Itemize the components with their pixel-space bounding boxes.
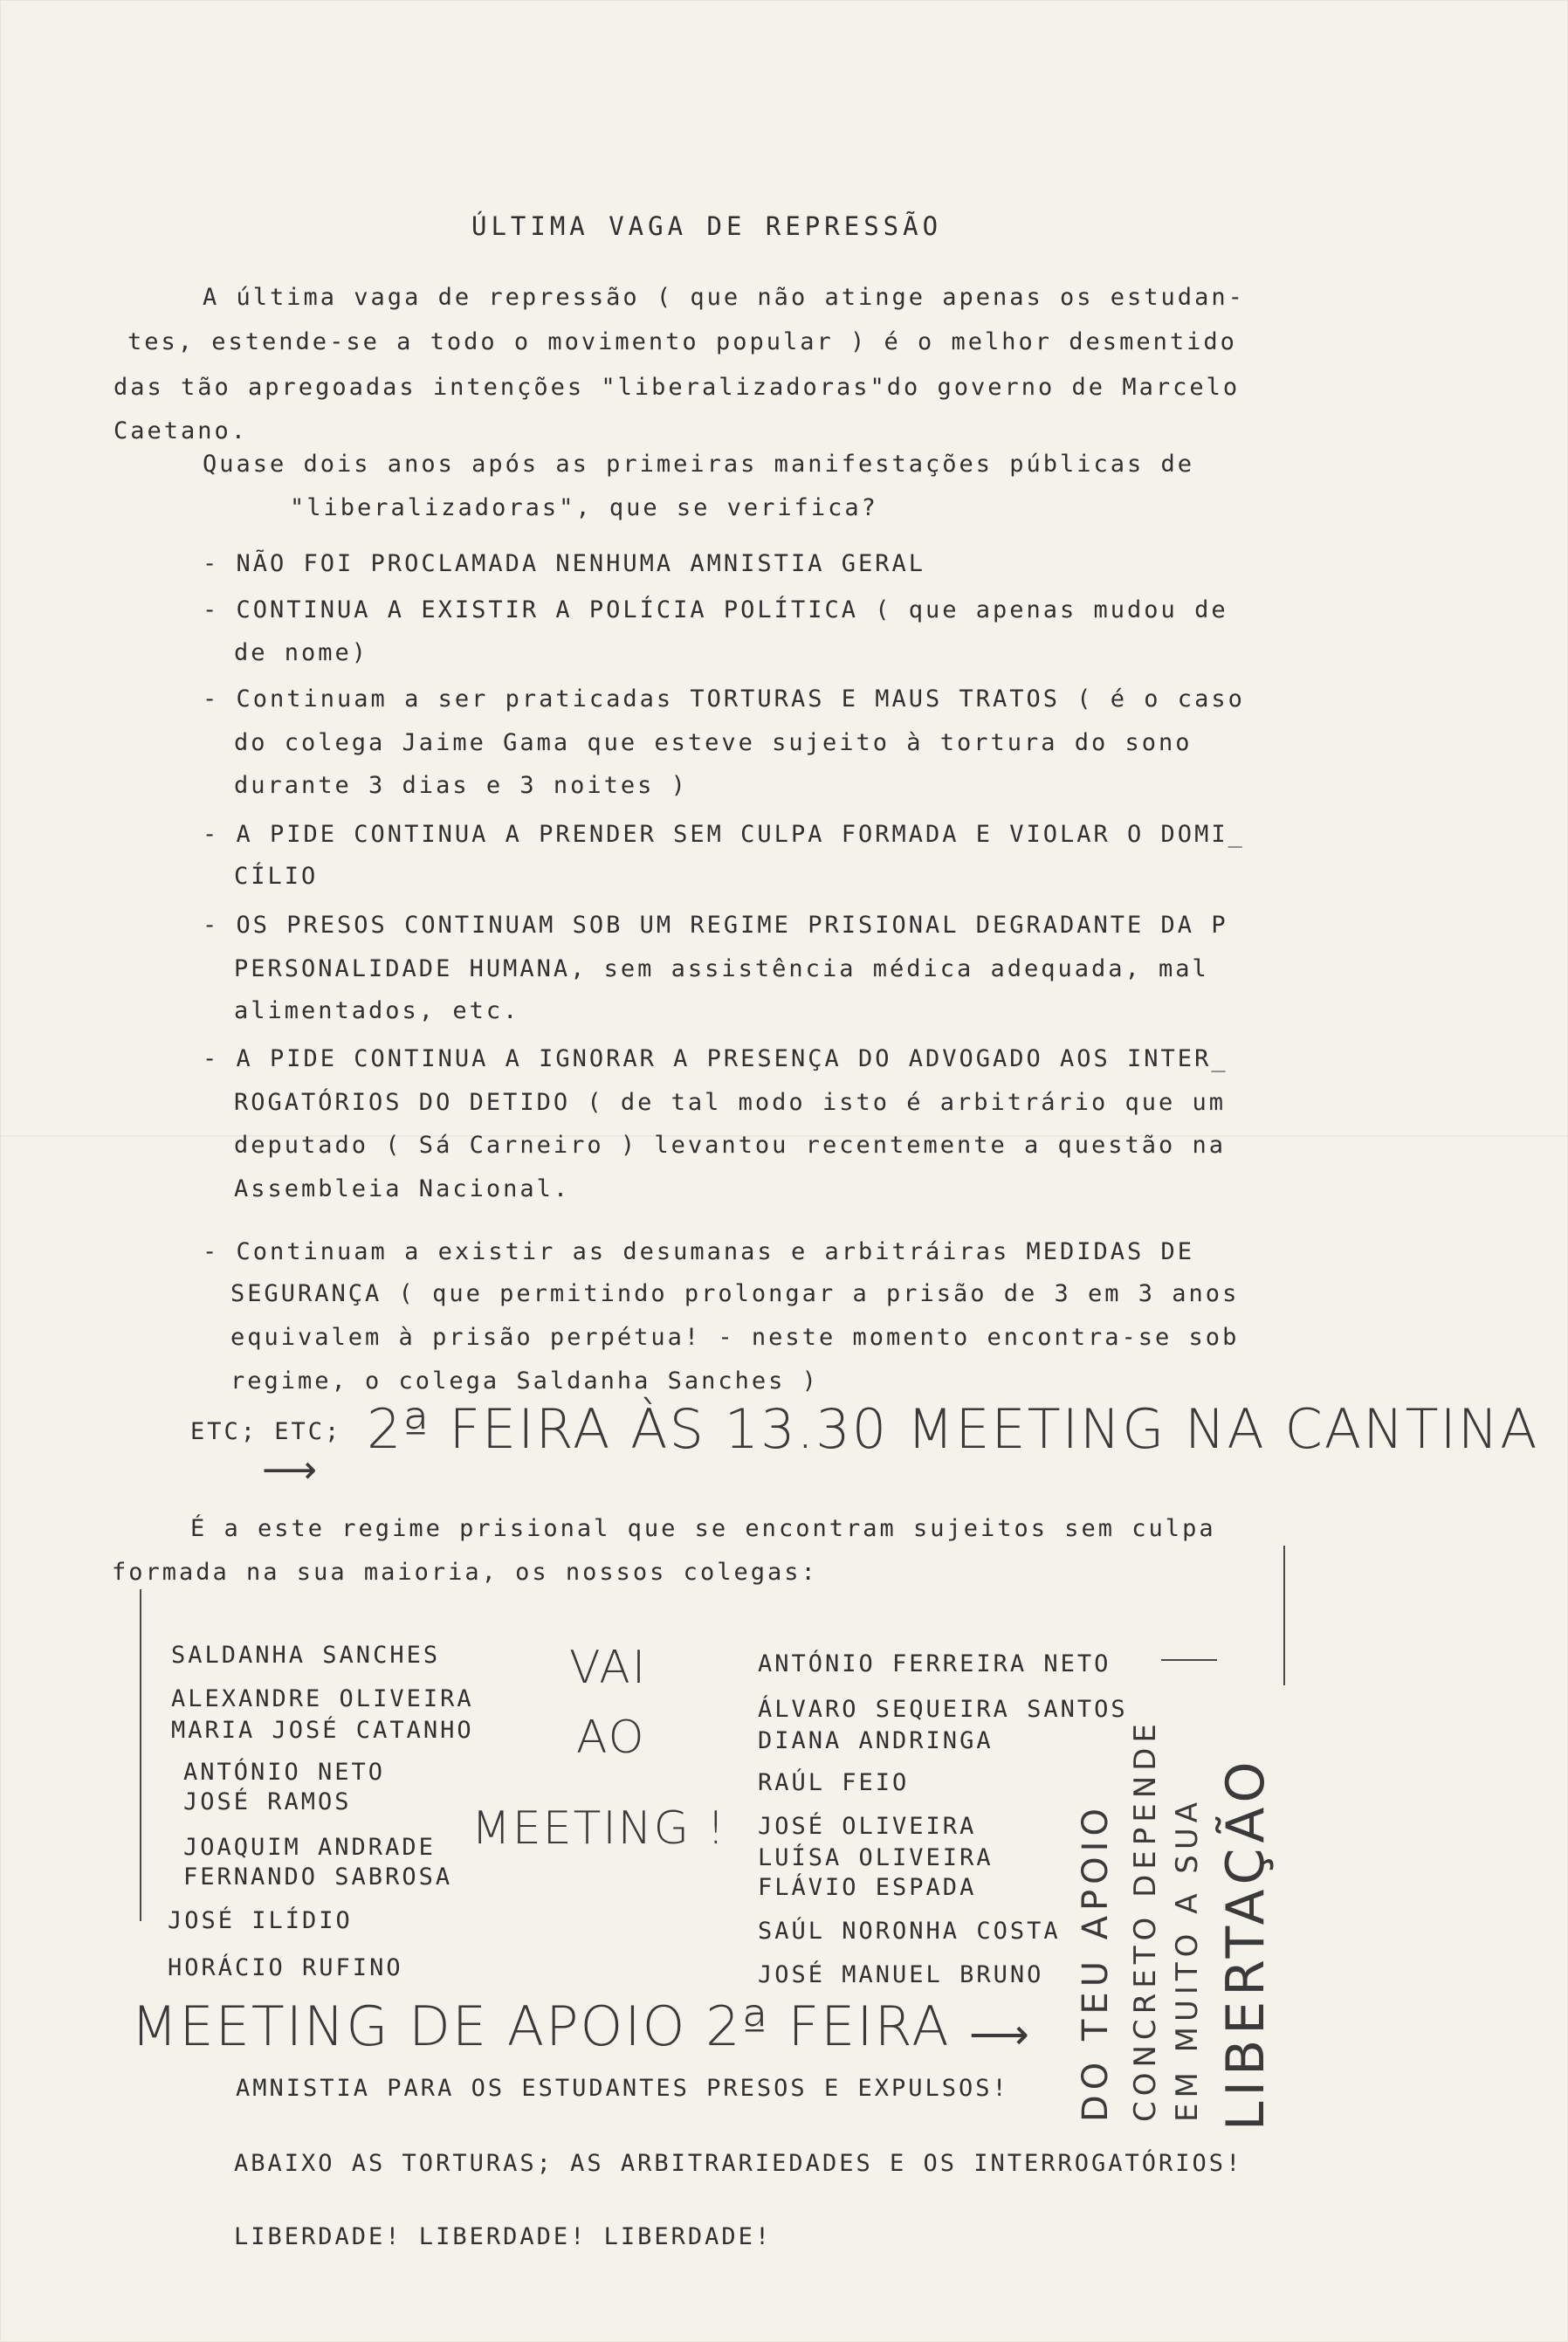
handwritten-vertical: DO TEU APOIO — [1076, 1803, 1116, 2122]
body-line: Caetano. — [113, 417, 249, 444]
dash-mark — [1161, 1659, 1217, 1661]
name-right: SAÚL NORONHA COSTA — [758, 1918, 1061, 1945]
name-right: JOSÉ OLIVEIRA — [758, 1813, 977, 1840]
name-right: ANTÓNIO FERREIRA NETO — [758, 1650, 1111, 1677]
body-line: regime, o colega Saldanha Sanches ) — [230, 1367, 819, 1395]
body-line: É a este regime prisional que se encontram sujeitos sem culpa — [190, 1515, 1216, 1542]
name-left: MARIA JOSÉ CATANHO — [171, 1717, 474, 1744]
body-line: CÍLIO — [234, 863, 319, 890]
name-left: JOSÉ RAMOS — [183, 1788, 352, 1815]
name-left: ANTÓNIO NETO — [183, 1759, 386, 1786]
slogan-line: ABAIXO AS TORTURAS; AS ARBITRARIEDADES E OS INTERROGATÓRIOS! — [234, 2150, 1243, 2177]
name-right: FLÁVIO ESPADA — [758, 1874, 977, 1901]
body-line: "liberalizadoras", que se verifica? — [290, 494, 878, 521]
body-line: - A PIDE CONTINUA A IGNORAR A PRESENÇA DO ADVOGADO AOS INTER_ — [203, 1045, 1228, 1072]
name-right: ÁLVARO SEQUEIRA SANTOS — [758, 1696, 1128, 1723]
body-line: - OS PRESOS CONTINUAM SOB UM REGIME PRISIONAL DEGRADANTE DA P — [203, 912, 1228, 939]
slogan-line: LIBERDADE! LIBERDADE! LIBERDADE! — [234, 2223, 773, 2250]
handwritten-meeting: MEETING ! — [471, 1802, 727, 1855]
body-line: alimentados, etc. — [234, 997, 520, 1024]
handwritten-ao: AO — [576, 1712, 646, 1764]
body-line: A última vaga de repressão ( que não atinge apenas os estudan- — [203, 284, 1245, 311]
name-left: SALDANHA SANCHES — [171, 1642, 441, 1669]
body-line: tes, estende-se a todo o movimento popular ) é o melhor desmentido — [127, 328, 1237, 355]
body-line: Quase dois anos após as primeiras manifestações públicas de — [203, 451, 1195, 478]
body-line: do colega Jaime Gama que esteve sujeito à tortura do sono — [234, 729, 1193, 756]
name-left: HORÁCIO RUFINO — [168, 1954, 403, 1981]
name-right: LUÍSA OLIVEIRA — [758, 1844, 994, 1871]
name-left: JOSÉ ILÍDIO — [168, 1907, 353, 1934]
handwritten-vertical: CONCRETO DEPENDE — [1128, 1719, 1163, 2122]
name-right: DIANA ANDRINGA — [758, 1727, 994, 1754]
name-left: ALEXANDRE OLIVEIRA — [171, 1685, 474, 1712]
box-left-rule — [140, 1589, 141, 1921]
body-line: deputado ( Sá Carneiro ) levantou recentemente a questão na — [234, 1132, 1227, 1159]
arrow-right-icon: ⟶ — [262, 1448, 318, 1492]
body-line: Assembleia Nacional. — [234, 1175, 571, 1202]
name-right: JOSÉ MANUEL BRUNO — [758, 1961, 1044, 1988]
body-line: de nome) — [234, 639, 369, 666]
body-line: formada na sua maioria, os nossos colegas: — [112, 1559, 818, 1586]
handwritten-meeting-apoio: MEETING DE APOIO 2ª FEIRA — [131, 1994, 951, 2058]
arrow-right-icon: ⟶ — [969, 2010, 1029, 2059]
body-line: - Continuam a ser praticadas TORTURAS E MAUS TRATOS ( é o caso — [203, 685, 1245, 713]
body-line: equivalem à prisão perpétua! - neste momento encontra-se sob — [230, 1324, 1240, 1351]
document-title: ÚLTIMA VAGA DE REPRESSÃO — [471, 211, 943, 241]
name-left: JOAQUIM ANDRADE — [183, 1834, 436, 1861]
body-line: durante 3 dias e 3 noites ) — [234, 772, 688, 799]
body-line: PERSONALIDADE HUMANA, sem assistência médica adequada, mal — [234, 955, 1209, 982]
body-line: SEGURANÇA ( que permitindo prolongar a prisão de 3 em 3 anos — [230, 1280, 1240, 1307]
slogan-line: AMNISTIA PARA OS ESTUDANTES PRESOS E EXPULSOS! — [236, 2075, 1009, 2102]
handwritten-meeting-notice: 2ª FEIRA ÀS 13.30 MEETING NA CANTINA — [367, 1397, 1539, 1461]
box-right-rule — [1283, 1546, 1285, 1685]
body-line: - CONTINUA A EXISTIR A POLÍCIA POLÍTICA ( que apenas mudou de — [203, 596, 1228, 623]
body-line: ETC; ETC; — [190, 1418, 342, 1445]
name-left: FERNANDO SABROSA — [183, 1863, 453, 1891]
handwritten-vertical: EM MUITO A SUA — [1170, 1796, 1205, 2122]
body-line: - A PIDE CONTINUA A PRENDER SEM CULPA FORMADA E VIOLAR O DOMI_ — [203, 821, 1245, 848]
handwritten-vertical: LIBERTAÇÃO — [1215, 1756, 1276, 2131]
body-line: - Continuam a existir as desumanas e arbitráiras MEDIDAS DE — [203, 1238, 1195, 1265]
body-line: - NÃO FOI PROCLAMADA NENHUMA AMNISTIA GERAL — [203, 550, 925, 577]
body-line: das tão apregoadas intenções "liberalizadoras"do governo de Marcelo — [113, 374, 1241, 401]
name-right: RAÚL FEIO — [758, 1769, 910, 1796]
handwritten-vai: VAI — [569, 1642, 648, 1694]
body-line: ROGATÓRIOS DO DETIDO ( de tal modo isto é arbitrário que um — [234, 1089, 1227, 1116]
